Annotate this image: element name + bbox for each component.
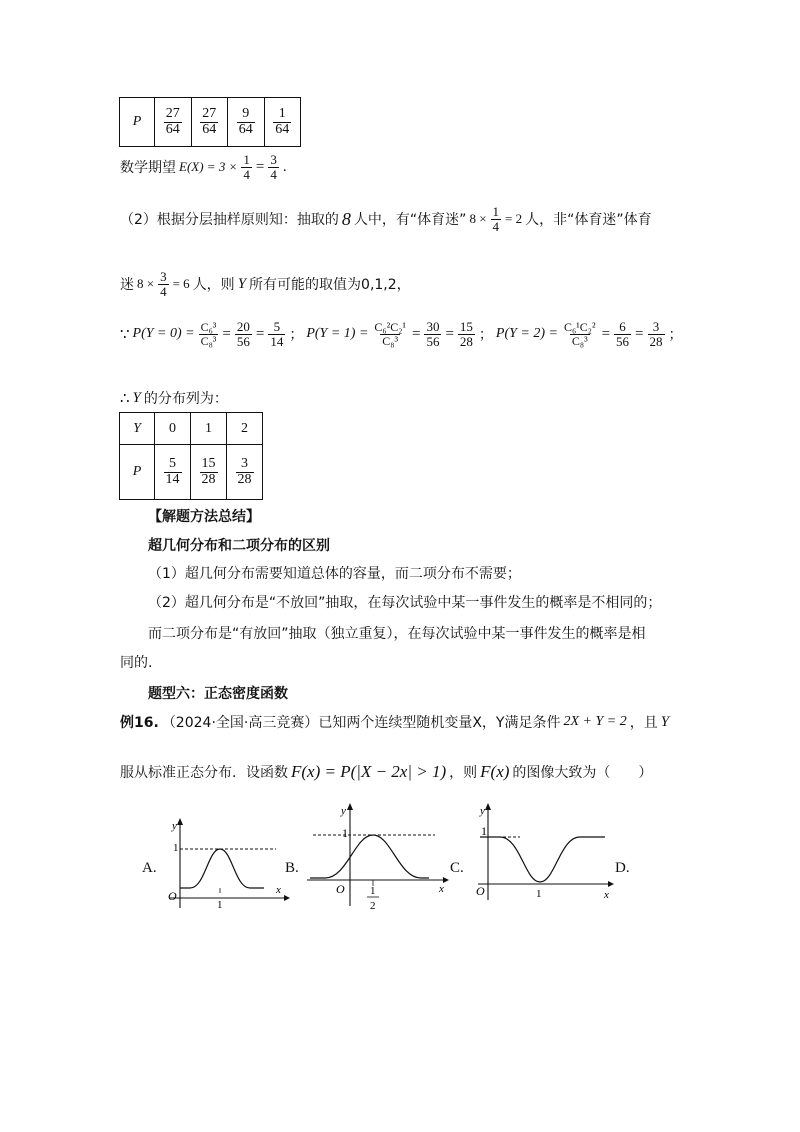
tick-label: 1 xyxy=(173,842,179,854)
table-head-cell: 0 xyxy=(155,413,191,445)
tick-label-half-den: 2 xyxy=(370,900,376,912)
table-cell: $\frac{27}{64}$ xyxy=(191,98,228,147)
origin-label: O xyxy=(168,889,177,903)
axis-label-y: y xyxy=(480,805,485,817)
summary-item-3b: 同的. xyxy=(120,655,153,671)
table-head-cell: 2 xyxy=(227,413,263,445)
table-row-label: P xyxy=(120,445,155,500)
therefore-line: ∴ Y 的分布列为： xyxy=(120,389,228,407)
axis-label-y: y xyxy=(341,805,346,817)
option-b-graph xyxy=(305,800,450,912)
probability-line: ∵ P(Y = 0) = $\frac{\text{C₆³}}{\text{C₈³}}$ = $\frac{20}{56}$ = $\frac{5}{14}$ ； P(Y = 1) = $\frac{\text{C₆²C₂¹}}{\text{C₈³}}$ = $\frac{30}{56}$ = $\frac{15}{28}$ ； P(Y = 2) = $\frac{\text{C₆¹C₂²}}{\text{C₈³}}$ = $\frac{6}{56}$ = $\frac{3}{28}$ ； xyxy=(120,319,683,349)
option-d-label: D. xyxy=(615,860,630,876)
table-cell: $\frac{27}{64}$ xyxy=(155,98,192,147)
summary-item-3a: 而二项分布是“有放回”抽取（独立重复），在每次试验中某一事件发生的概率是相 xyxy=(148,626,646,642)
summary-title: 【解题方法总结】 xyxy=(148,509,260,525)
axis-label-y: y xyxy=(172,820,177,832)
option-b-label: B. xyxy=(285,860,299,876)
axis-label-x: x xyxy=(439,883,444,895)
part2-line2: 迷 8 × $\frac{3}{4}$ = 6 人，则 Y 所有可能的取值为0,1,2， xyxy=(120,269,411,299)
table-row-label: P xyxy=(120,98,155,147)
table-cell: $\frac{5}{14}$ xyxy=(155,445,191,500)
section-title: 题型六：正态密度函数 xyxy=(148,686,288,702)
summary-item-2: （2）超几何分布是“不放回”抽取，在每次试验中某一事件发生的概率是不相同的； xyxy=(148,595,662,611)
table-head-cell: 1 xyxy=(191,413,227,445)
option-a-label: A. xyxy=(142,860,157,876)
option-c-label: C. xyxy=(450,860,464,876)
option-c-graph xyxy=(470,800,615,905)
example-line2: 服从标准正态分布．设函数 F(x) = P(|X − 2x| > 1) ，则 F(x) 的图像大致为（ ） xyxy=(120,762,653,781)
axis-label-x: x xyxy=(276,884,281,896)
tick-label: 1 xyxy=(217,899,223,910)
tick-label: 1 xyxy=(481,824,487,838)
origin-label: O xyxy=(476,884,485,898)
distribution-table-y xyxy=(119,412,263,500)
expectation-line: 数学期望 E(X) = 3 × $\frac{1}{4}$ = $\frac{3}{4}$ . xyxy=(120,152,287,182)
summary-item-1: （1）超几何分布需要知道总体的容量，而二项分布不需要； xyxy=(148,566,521,582)
table-cell: $\frac{15}{28}$ xyxy=(191,445,227,500)
axis-label-x: x xyxy=(604,889,609,901)
origin-label: O xyxy=(336,882,345,896)
example-line1: 例16. （2024·全国·高三竞赛）已知两个连续型随机变量X，Y满足条件 2X + Y = 2 ，且 Y xyxy=(120,713,670,731)
table-cell: $\frac{3}{28}$ xyxy=(227,445,263,500)
table-cell: $\frac{9}{64}$ xyxy=(228,98,265,147)
summary-subtitle: 超几何分布和二项分布的区别 xyxy=(148,538,330,554)
tick-label: 1 xyxy=(536,888,542,900)
option-a-graph xyxy=(160,815,290,910)
tick-label-half-num: 1 xyxy=(370,885,376,897)
table-cell: $\frac{1}{64}$ xyxy=(264,98,301,147)
distribution-table-x xyxy=(119,97,301,147)
part2-line1: （2）根据分层抽样原则知：抽取的 8 人中，有“体育迷” 8 × $\frac{1}{4}$ = 2 人，非“体育迷”体育 xyxy=(120,204,652,234)
tick-label: 1 xyxy=(342,826,348,840)
table-head-cell: Y xyxy=(120,413,155,445)
